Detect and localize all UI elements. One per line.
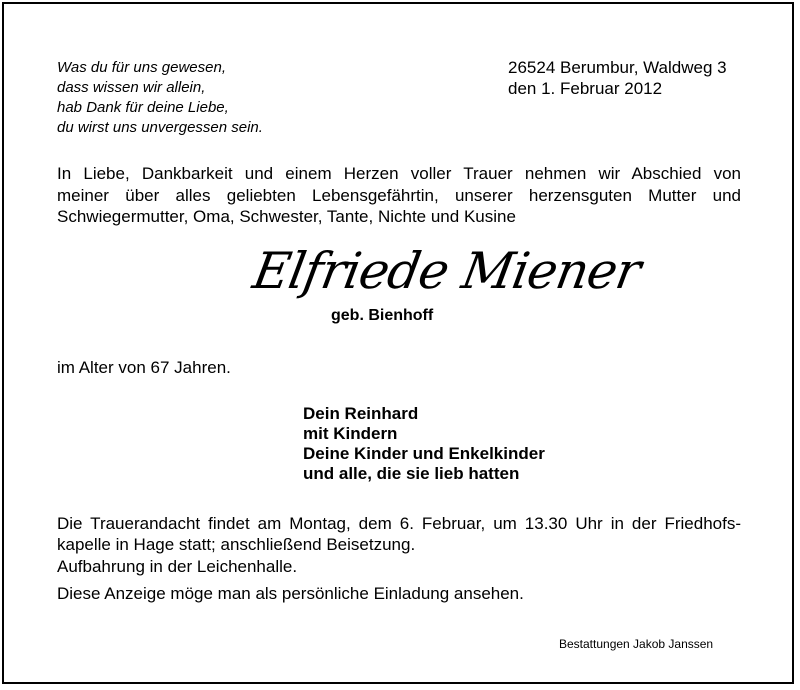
memorial-poem (57, 58, 263, 138)
notice-date: den 1. Februar 2012 (508, 79, 663, 98)
mourner-line: und alle, die sie lieb hatten (303, 464, 520, 483)
intro-line: In Liebe, Dankbarkeit und einem Herzen voller Trauer nehmen wir Abschied von (57, 164, 741, 183)
service-info (57, 513, 741, 555)
mourner-line: Deine Kinder und Enkelkinder (303, 444, 545, 463)
mourners-list (303, 404, 545, 484)
service-line: kapelle in Hage statt; anschließend Beisetzung. (57, 535, 416, 554)
poem-line: du wirst uns unvergessen sein. (57, 119, 263, 136)
service-line: Die Trauerandacht findet am Montag, dem 6. Februar, um 13.30 Uhr in der Friedhofs- (57, 514, 741, 533)
age-text: im Alter von 67 Jahren. (57, 358, 231, 377)
poem-line: dass wissen wir allein, (57, 79, 206, 96)
intro-line: Schwiegermutter, Oma, Schwester, Tante, Nichte und Kusine (57, 207, 516, 226)
poem-line: hab Dank für deine Liebe, (57, 99, 229, 116)
mourner-line: Dein Reinhard (303, 404, 419, 423)
address: 26524 Berumbur, Waldweg 3 (508, 58, 727, 77)
maiden-name: geb. Bienhoff (331, 307, 434, 324)
deceased-name: Elfriede Miener (248, 242, 645, 300)
mourner-line: mit Kindern (303, 424, 398, 443)
poem-line: Was du für uns gewesen, (57, 59, 226, 76)
place-and-date (508, 57, 727, 99)
intro-line: meiner über alles geliebten Lebensgefährtin, unserer herzensguten Mutter und (57, 185, 741, 205)
undertaker-credit: Bestattungen Jakob Janssen (559, 637, 714, 651)
viewing-info: Aufbahrung in der Leichenhalle. (57, 557, 298, 576)
invitation-note: Diese Anzeige möge man als persönliche Einladung ansehen. (57, 584, 524, 603)
intro-paragraph (57, 163, 741, 228)
